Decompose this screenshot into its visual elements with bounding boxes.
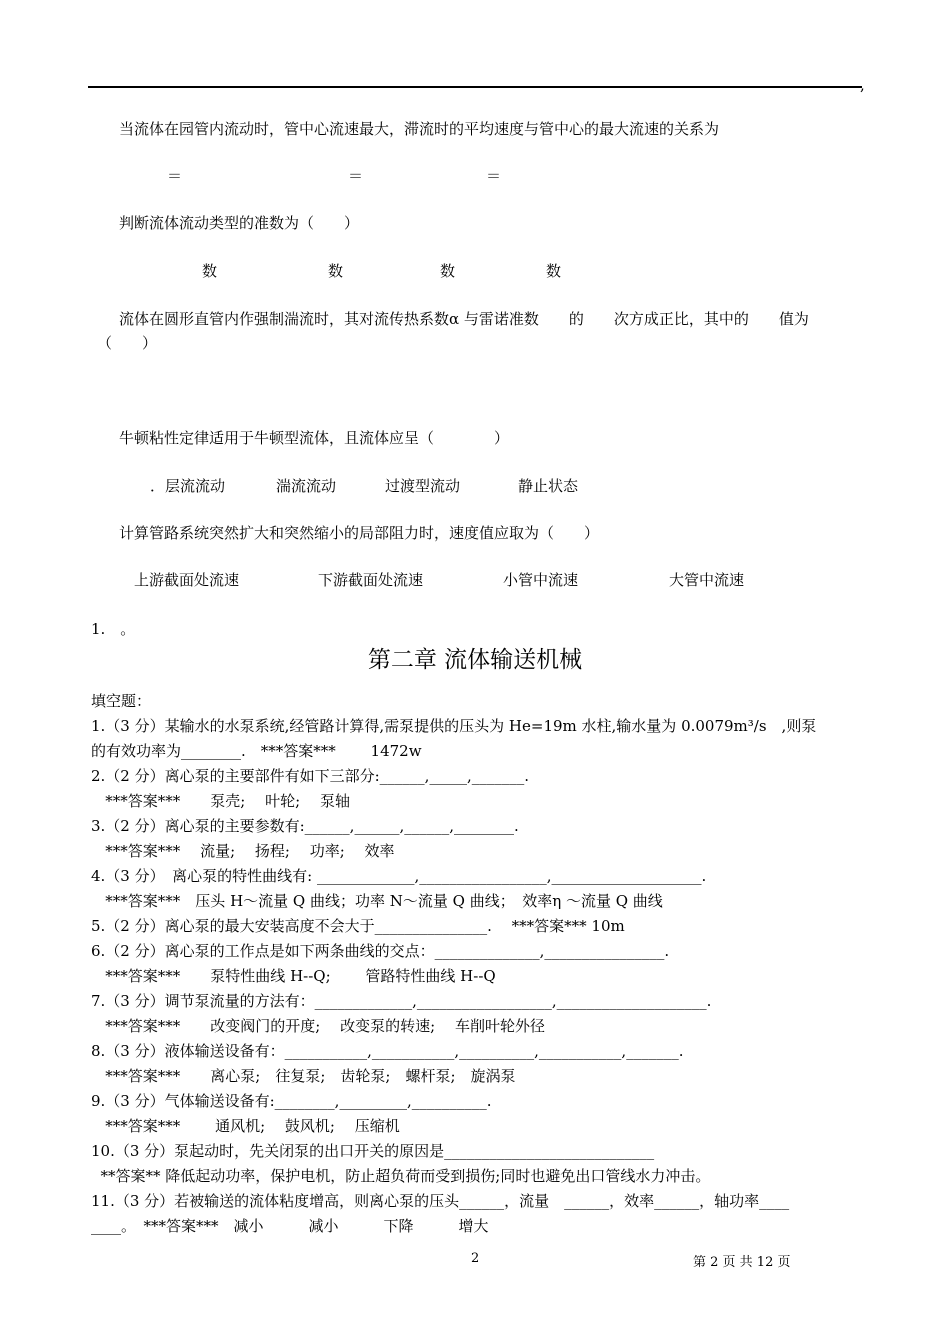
question-newton: 牛顿粘性定律适用于牛顿型流体，且流体应呈（ ）: [119, 429, 510, 447]
question-laminar: 当流体在园管内流动时，管中心流速最大，滞流时的平均速度与管中心的最大流速的关系为: [119, 120, 720, 138]
question-line: 3.（2 分）离心泵的主要参数有:______,______,______,________.: [91, 817, 519, 835]
question-turbulent: 流体在圆形直管内作强制湍流时，其对流传热系数α 与雷诺准数 的 次方成正比，其中的 值为: [119, 310, 809, 328]
question-line: 11.（3 分）若被输送的流体粘度增高，则离心泵的压头______，流量 ______，效率______，轴功率____: [91, 1192, 790, 1210]
question-line: 1.（3 分）某输水的水泵系统,经管路计算得,需泵提供的压头为 He=19m 水柱,输水量为 0.0079m³/s ,则泵: [91, 717, 817, 735]
page-number: 2: [471, 1251, 480, 1266]
resistance-option: 上游截面处流速: [134, 571, 240, 589]
header-rule: [88, 86, 862, 88]
equals-sign: ＝: [348, 167, 364, 185]
question-criterion: 判断流体流动类型的准数为（ ）: [119, 214, 360, 232]
question-line: 7.（3 分）调节泵流量的方法有：_____________,__________________,____________________.: [91, 992, 712, 1010]
item-1: 1. 。: [91, 620, 136, 638]
answer-line: ***答案*** 通风机; 鼓风机; 压缩机: [91, 1117, 400, 1135]
equals-sign: ＝: [167, 167, 183, 185]
question-line: 的有效功率为________. ***答案*** 1472w: [91, 742, 422, 760]
question-line: 9.（3 分）气体输送设备有:________,_________,__________.: [91, 1092, 492, 1110]
newton-option: 过渡型流动: [385, 477, 461, 495]
question-line: 2.（2 分）离心泵的主要部件有如下三部分:______,_____,_______.: [91, 767, 529, 785]
criterion-option: 数: [328, 262, 344, 280]
answer-line: ***答案*** 泵壳; 叶轮; 泵轴: [91, 792, 350, 810]
chapter-title: 第二章 流体输送机械: [367, 647, 583, 673]
equals-sign: ＝: [486, 167, 502, 185]
answer-line: ***答案*** 压头 H～流量 Q 曲线；功率 N～流量 Q 曲线； 效率η ～流量 Q 曲线: [91, 892, 663, 910]
newton-option: ．层流流动: [150, 477, 226, 495]
question-line: 10.（3 分）泵起动时，先关闭泵的出口开关的原因是____________________________: [91, 1142, 655, 1160]
answer-line: ***答案*** 离心泵; 往复泵; 齿轮泵; 螺杆泵; 旋涡泵: [91, 1067, 516, 1085]
criterion-option: 数: [202, 262, 218, 280]
question-resistance: 计算管路系统突然扩大和突然缩小的局部阻力时，速度值应取为（ ）: [119, 524, 600, 542]
answer-line: ***答案*** 流量; 扬程; 功率; 效率: [91, 842, 395, 860]
resistance-option: 小管中流速: [503, 571, 579, 589]
section-label: 填空题：: [91, 692, 152, 710]
resistance-option: 下游截面处流速: [318, 571, 424, 589]
answer-line: ____。 ***答案*** 减小 减小 下降 增大: [91, 1217, 489, 1235]
newton-option: 湍流流动: [276, 477, 337, 495]
resistance-option: 大管中流速: [669, 571, 745, 589]
answer-line: ***答案*** 改变阀门的开度; 改变泵的转速; 车削叶轮外径: [91, 1017, 545, 1035]
question-line: 8.（3 分）液体输送设备有：___________,___________,__________,___________,_______.: [91, 1042, 684, 1060]
question-line: 4.（3 分） 离心泵的特性曲线有: _____________,_________________,____________________.: [91, 867, 707, 885]
criterion-option: 数: [546, 262, 562, 280]
criterion-option: 数: [440, 262, 456, 280]
question-line: 6.（2 分）离心泵的工作点是如下两条曲线的交点：______________,________________.: [91, 942, 670, 960]
answer-line: ***答案*** 泵特性曲线 H--Q; 管路特性曲线 H--Q: [91, 967, 496, 985]
question-line: 5.（2 分）离心泵的最大安装高度不会大于_______________. ***答案*** 10m: [91, 917, 625, 935]
header-mark: ,: [860, 76, 865, 94]
newton-option: 静止状态: [518, 477, 579, 495]
question-turbulent-blank: （ ）: [97, 334, 158, 352]
answer-line: **答案** 降低起动功率，保护电机，防止超负荷而受到损伤;同时也避免出口管线水力冲击。: [91, 1167, 711, 1185]
page-info: 第 2 页 共 12 页: [693, 1255, 791, 1270]
